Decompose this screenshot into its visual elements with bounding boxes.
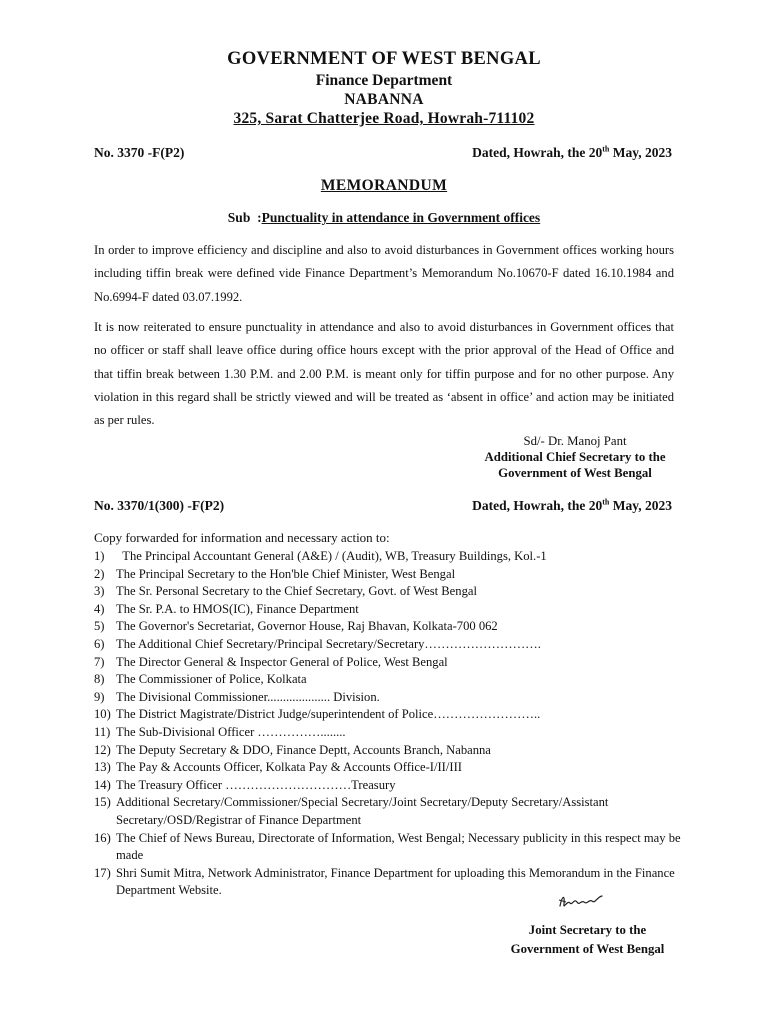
copy-item-number: 17) <box>94 865 111 880</box>
copy-item-number: 13) <box>94 760 111 775</box>
copy-item-text: The Commissioner of Police, Kolkata <box>116 672 307 687</box>
copy-list-item <box>94 724 684 742</box>
copy-item-number: 10) <box>94 707 111 722</box>
copy-forward-header: Copy forwarded for information and necessary action to: <box>94 530 390 545</box>
copy-list-item <box>94 759 684 777</box>
memo-reference-line <box>94 145 672 161</box>
signatory-designation-1: Additional Chief Secretary to the <box>484 450 666 464</box>
copy-item-text: The Divisional Commissioner.................... Division. <box>116 689 380 704</box>
body-paragraph-1: In order to improve efficiency and discipline and also to avoid disturbances in Government offices working hours including tiffin break were defined vide Finance Department’s Memorandum No.10670-F dated 16.10.1984 and No.6994-F dated 03.07.1992. <box>94 243 674 304</box>
copy-item-text: The Treasury Officer …………………………Treasury <box>116 777 396 792</box>
copy-item-number: 14) <box>94 777 111 792</box>
copy-item-number: 11) <box>94 724 111 739</box>
copy-memo-date: Dated, Howrah, the 20th May, 2023 <box>472 497 672 513</box>
office-address: 325, Sarat Chatterjee Road, Howrah-711102 <box>233 110 535 127</box>
copy-item-text: The District Magistrate/District Judge/superintendent of Police…………………….. <box>116 707 541 722</box>
copy-list-item <box>94 548 684 566</box>
copy-item-number: 8) <box>94 672 105 687</box>
copy-item-number: 5) <box>94 619 105 634</box>
copy-item-text: The Sub-Divisional Officer ……………........ <box>116 724 346 739</box>
copy-item-text: The Additional Chief Secretary/Principal Secretary/Secretary………………………. <box>116 636 541 651</box>
copy-item-number: 15) <box>94 795 111 810</box>
handwritten-signature <box>556 890 606 914</box>
copy-item-number: 12) <box>94 742 111 757</box>
copy-list-item <box>94 618 684 636</box>
copy-list-item <box>94 654 684 672</box>
copy-item-text: Shri Sumit Mitra, Network Administrator, Finance Department for uploading this Memorandum in the Finance Department Website. <box>116 865 678 898</box>
copy-list-item <box>94 742 684 760</box>
copy-list-item <box>94 636 684 654</box>
signatory-block <box>480 433 670 481</box>
government-title: GOVERNMENT OF WEST BENGAL <box>227 49 541 69</box>
copy-item-text: Additional Secretary/Commissioner/Special Secretary/Joint Secretary/Deputy Secretary/Assistant Secretary/OSD/Registrar of Finance Department <box>116 795 612 827</box>
copy-item-number: 1) <box>94 549 105 563</box>
joint-signatory-designation-1: Joint Secretary to the <box>528 923 647 937</box>
copy-item-number: 6) <box>94 636 105 651</box>
copy-item-text: The Sr. P.A. to HMOS(IC), Finance Department <box>116 601 359 616</box>
subject-label: Sub : <box>227 210 262 225</box>
copy-item-text: The Sr. Personal Secretary to the Chief Secretary, Govt. of West Bengal <box>116 584 477 599</box>
copy-item-number: 2) <box>94 566 105 581</box>
copy-list-item <box>94 777 684 795</box>
memo-date: Dated, Howrah, the 20th May, 2023 <box>472 144 672 160</box>
copy-reference-line <box>94 498 672 514</box>
memo-number: No. 3370 -F(P2) <box>94 145 185 160</box>
copy-item-text: The Chief of News Bureau, Directorate of Information, West Bengal; Necessary publicity in this respect may be made <box>116 830 684 863</box>
copy-list-item <box>94 583 684 601</box>
copy-memo-number: No. 3370/1(300) -F(P2) <box>94 498 225 513</box>
copy-item-text: The Principal Accountant General (A&E) / (Audit), WB, Treasury Buildings, Kol.-1 <box>116 549 547 563</box>
copy-item-text: The Governor's Secretariat, Governor House, Raj Bhavan, Kolkata-700 062 <box>116 619 498 634</box>
joint-signatory-block <box>480 920 695 958</box>
copy-item-number: 3) <box>94 584 105 599</box>
copy-item-number: 9) <box>94 689 105 704</box>
copy-item-number: 7) <box>94 654 105 669</box>
copy-item-number: 4) <box>94 601 105 616</box>
subject-text: Punctuality in attendance in Government offices <box>261 210 541 225</box>
copy-item-text: The Principal Secretary to the Hon'ble Chief Minister, West Bengal <box>116 566 456 581</box>
copy-list-item <box>94 601 684 619</box>
copy-list-item <box>94 671 684 689</box>
building-name: NABANNA <box>344 91 424 108</box>
signatory-name: Sd/- Dr. Manoj Pant <box>523 434 627 448</box>
copy-item-text: The Pay & Accounts Officer, Kolkata Pay & Accounts Office-I/II/III <box>116 760 462 775</box>
copy-list-item <box>94 794 684 829</box>
memorandum-heading: MEMORANDUM <box>320 177 448 194</box>
copy-item-text: The Deputy Secretary & DDO, Finance Deptt, Accounts Branch, Nabanna <box>116 742 491 757</box>
subject-line <box>0 210 768 226</box>
copy-item-number: 16) <box>94 830 111 845</box>
copy-list-item <box>94 566 684 584</box>
copy-list-item <box>94 830 684 865</box>
copy-item-text: The Director General & Inspector General of Police, West Bengal <box>116 654 448 669</box>
joint-signatory-designation-2: Government of West Bengal <box>510 942 665 956</box>
department-name: Finance Department <box>315 72 453 89</box>
copy-list <box>94 548 684 900</box>
body-paragraph-2: It is now reiterated to ensure punctuality in attendance and also to avoid disturbances in Government offices that no officer or staff shall leave office during office hours except with the prior approval of the Head of Office and that tiffin break between 1.30 P.M. and 2.00 P.M. is meant only for tiffin purpose and for no other purpose. Any violation in this regard shall be strictly viewed and will be treated as ‘absent in office’ and action may be initiated as per rules. <box>94 320 674 428</box>
signatory-designation-2: Government of West Bengal <box>498 466 652 480</box>
copy-list-item <box>94 706 684 724</box>
copy-list-item <box>94 689 684 707</box>
